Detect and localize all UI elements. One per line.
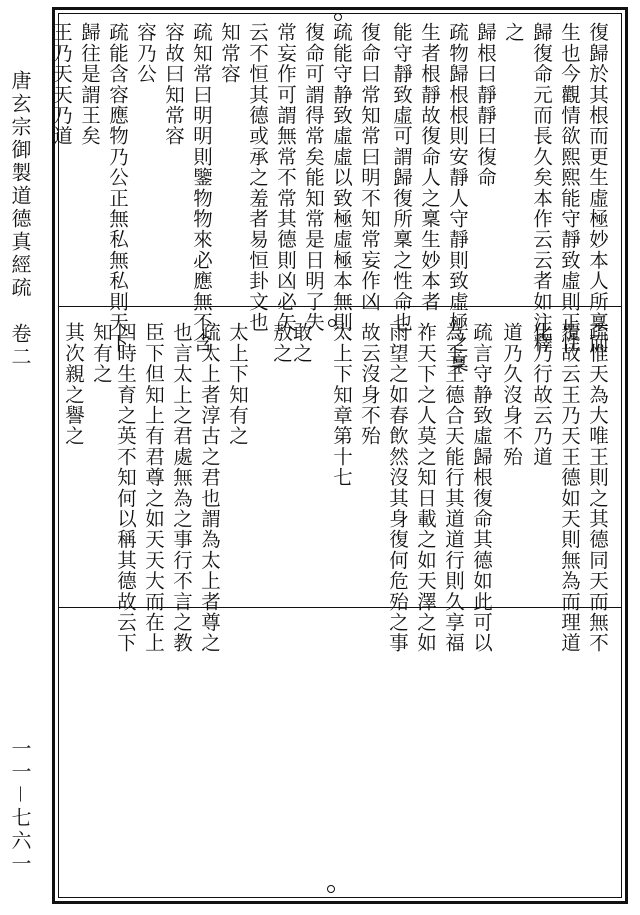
text-column: 四時生育之英不知何以稱其德故云下 [114, 322, 137, 654]
text-column: 之 [502, 22, 525, 43]
text-column: 太上下知有之 [226, 322, 249, 447]
text-column: 復命可謂得常矣能知常是日明了失 [302, 22, 325, 333]
text-column: 復命曰常知常曰明不知常妄作凶 [358, 22, 381, 312]
text-column: 生者根靜故復命人之稟生妙本者 [418, 22, 441, 312]
text-column: 疏能守静致虛虛以致極虛極本無則 [330, 22, 353, 333]
text-column: 化乃行故云乃道 [530, 322, 553, 467]
text-column: 疏言守静致虛歸根復命其德如此可以 [470, 322, 493, 654]
text-column: 覆故云王乃天王德如天則無為而理道 [558, 322, 581, 654]
circle-mark [334, 13, 342, 21]
circle-mark [328, 319, 336, 327]
text-column: 也言太上之君處無為之事行不言之教 [170, 322, 193, 654]
text-column: 生也今觀情欲熙熙能守靜致虛則正性 [558, 22, 581, 354]
text-column: 疏物歸根根則安靜人守靜則致虛極之稟 [446, 22, 469, 374]
text-column: 臣下但知上有君尊之如天天大而在上 [142, 322, 165, 654]
text-column: 知常容 [218, 22, 241, 85]
text-column: 能守靜致虛可謂歸復所稟之性命也 [390, 22, 413, 333]
margin-title: 唐玄宗御製道德真經疏 卷二 [8, 70, 32, 369]
margin-page-number: 一一－七六一 [8, 738, 32, 876]
text-column: 為王王德合天能行其道道行則久享福 [442, 322, 465, 654]
text-column: 雨望之如春飲然沒其身復何危殆之事 [386, 322, 409, 654]
circle-mark [327, 885, 335, 893]
text-column: 歸復命元而長久矣本作云云者如注釋 [530, 22, 553, 354]
text-column: 祚天下之人莫之知日載之如天澤之如 [414, 322, 437, 654]
text-column: 其次親之譽之 [62, 322, 85, 447]
text-column: 容乃公 [134, 22, 157, 85]
text-column: 道乃久沒身不殆 [500, 322, 523, 467]
text-column: 疏惟天為大唯王則之其德同天而無不 [586, 322, 609, 654]
text-column: 容故曰知常容 [162, 22, 185, 147]
text-column: 歸根曰靜靜曰復命 [474, 22, 497, 188]
text-column: 知有之 [90, 322, 113, 385]
text-column: 疏太上者淳古之君也謂為太上者尊之 [198, 322, 221, 654]
text-column: 王乃天天乃道 [50, 22, 73, 147]
text-column: 太上下知章第十七 [330, 322, 353, 488]
text-column: 疏知常曰明明則鑒物物來必應無不含 [190, 22, 213, 354]
text-column: 故云沒身不殆 [358, 322, 381, 447]
text-column: 疏能含容應物乃公正無私無私則天下 [106, 22, 129, 354]
text-column: 敖之 [270, 322, 293, 364]
text-column: 常妄作可謂無常不常其德則凶必矢 [274, 22, 297, 333]
text-column: 敢之 [290, 322, 313, 364]
text-column: 云不恒其德或承之羞者易恒卦文也 [246, 22, 269, 333]
text-column: 復歸於其根而更生虛極妙本人所稟而 [586, 22, 609, 354]
text-column: 歸往是謂王矣 [78, 22, 101, 147]
